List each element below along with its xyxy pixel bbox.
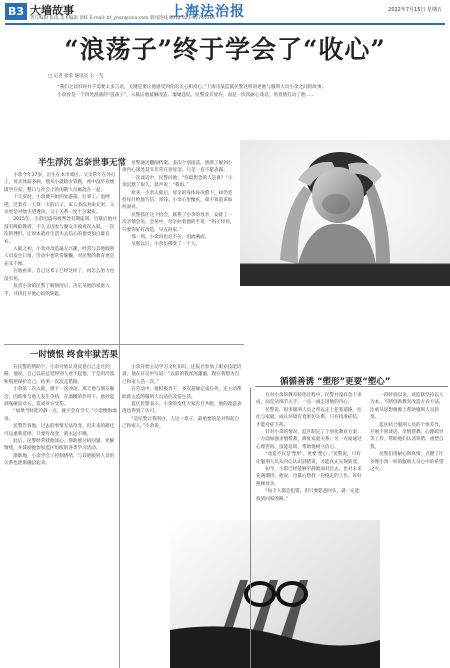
paragraph: 从那以后，小余仿佛变了一个人。 <box>131 242 201 248</box>
subheading-3: 循循善诱 “塑形”更要“塑心” <box>280 377 391 387</box>
paragraph: “改造不仅是‘塑形’，更要‘塑心’。”民警说，只有让服刑人员从内心认识到错误，才能真正实现转变。 <box>256 452 362 465</box>
paragraph: 针对小余的情况，监区制定了个别化教育方案：一方面加强亲情帮教，修复家庭关系；另一方面通过心理咨询、技能培训，帮助他树立信心。 <box>256 430 362 450</box>
paragraph: 入狱之初，小余对改造毫无兴趣，经常与其他服刑人员发生口角，劳动中也常常偷懒，对民警的教育更是充耳不闻。 <box>4 247 115 267</box>
lead-text: 小余曾是一个四处游荡的“浪荡子”，入狱后他抵触改造、屡屡违纪。民警没有放弃，而是一次次耐心谈话，用真情打动了他…… <box>57 92 315 98</box>
newspaper-logo: 上海法治报 <box>170 4 245 20</box>
paragraph: 民警们用耐心和真情，点燃了许多像小余一样的服刑人员心中的希望之火。 <box>370 452 444 473</box>
paragraph: 此后，民警经常找他谈心，帮助他分析问题、化解情绪，并鼓励他参加监区组织的各类学习活动。 <box>4 439 115 452</box>
main-photo <box>240 140 450 286</box>
issue-date: 2022年7月15日 星期五 <box>388 7 442 13</box>
page-header <box>0 0 450 26</box>
paragraph: 在对小余的教育转化过程中，民警并没有急于求成，而是从细节入手，一点一滴走进他的内心。 <box>256 393 362 406</box>
text-column-4 <box>122 364 242 514</box>
paragraph: 如今，小余已经能够平静地面对过去，也对未来充满期待。他说，出狱后想找一份稳定的工作，好好照顾母亲。 <box>256 467 362 487</box>
editors-line: 责任编辑 张雨 美术编辑 徐栋 E-mail: bf_yhsz@sina.com 新闻热线 8012 021-62765366 <box>30 16 216 21</box>
paragraph: 一次谈话中，民警问他：“你最想念的人是谁？”小余沉默了很久，低声说：“我妈。” <box>122 175 233 189</box>
column-divider <box>250 388 251 668</box>
subheading-1: 半生浮沉 怎奈世事无常 <box>38 158 126 168</box>
lead-text: “我们之间有时并不需要太多言语，关键是要让他感受到你的关心和真心。”上海市某监狱民警这样讲述他与服刑人员小余之间的故事。 <box>57 85 327 90</box>
paragraph: 在劳动中，他积极肯干，多次超额完成任务，还主动帮助新入监的服刑人员适应改造生活。 <box>122 387 242 400</box>
paragraph: 小余开始主动学习文化知识，还报名参加了职业技能培训。他在日记中写道：“以前的我浑浑噩噩，现在我想为自己和家人活一次。” <box>122 365 242 385</box>
paragraph: 民警抓住这个机会，联系了小余的母亲，安排了一次亲情会见。会见中，母亲拉着他的手说：“妈不怪你，只要你好好改造，早点回家。” <box>122 212 235 233</box>
paragraph: 原来，小余入狱后，母亲的身体每况愈下，却仍坚持每月给他写信、寄钱。小余心里愧疚，却不知道该如何面对。 <box>122 190 233 211</box>
paragraph: 民警告诉他，过去的事情无法改变，但未来的路还可以重新选择。只要肯改变，就永远不晚。 <box>4 424 115 437</box>
paragraph: 监区民警表示，小余的变化大家有目共睹，他的改造表现也得到了认可。 <box>122 402 242 415</box>
paragraph: 在民警的帮助下，小余开始认真反思自己走过的路。他说，自己以前总觉得别人看不起他，于是用冷漠和叛逆保护自己，结果一次次走错路。 <box>4 365 115 385</box>
paragraph: 在他看来，自己这辈子已经这样了，再怎么努力也没有用。 <box>4 269 115 282</box>
paragraph: “是民警让我明白，人这一辈子，最重要的是对得起自己和家人。”小余说。 <box>122 416 240 430</box>
paragraph: 民警通过翻阅档案、多次个别谈话，逐渐了解到小余内心深处其实非常在意母亲，只是一直不愿表露。 <box>122 161 233 174</box>
text-column-6 <box>370 392 446 668</box>
paragraph: 2015年，小余因盗窃被判处有期徒刑。出狱后他并没有吸取教训，不久又因参与聚众斗殴再次入狱。一次次的挫折，让原本就对生活失去信心的他更加自暴自弃。 <box>4 217 117 245</box>
paragraph: 小余第二次入狱，源于一次冲动。那天他与朋友聚会，因琐事与他人发生争执，在酒精的作用下，他抄起酒瓶砸向对方，造成对方受伤。 <box>4 387 115 408</box>
paragraph: “如果当时能冷静一点，就不会有今天。”小余懊悔地说。 <box>4 409 117 422</box>
paragraph: 民警说，很多服刑人员之所以走上犯罪道路，往往与家庭、成长环境有着密切关系。只有找准症结，才能对症下药。 <box>256 407 362 428</box>
column-divider <box>119 160 120 668</box>
text-column-3 <box>4 364 117 664</box>
box-rule <box>255 386 448 387</box>
paragraph: 渐渐地，小余学会了控制情绪，与其他服刑人员的关系也逐渐融洽起来。 <box>4 453 115 467</box>
paragraph: 那一刻，小余再也忍不住，泪流满面。 <box>131 235 210 241</box>
text-column-5 <box>256 392 364 668</box>
paragraph: 小余今年37岁，出生在本市郊区。父亲常年在外打工，母亲体弱多病，他从小就缺少管教，初中没毕业便辍学在家，整日与社会上的闲散人员厮混在一起。 <box>4 173 116 193</box>
text-column-2 <box>122 160 235 340</box>
paragraph: “每个人都会犯错，但只要愿意回头，就一定能找到回家的路。” <box>256 489 360 502</box>
paragraph: 一段时间以来，该监狱坚持以人为本，不断创新教育改造方式方法，注重从思想根源上帮助服刑人员转变。 <box>370 393 444 421</box>
section-divider <box>4 344 244 345</box>
paragraph: 负责小余的民警了解情况后，决定从他的家庭入手，寻找打开他心结的钥匙。 <box>4 284 110 297</box>
headline: “浪荡子”终于学会了“收心” <box>64 35 386 64</box>
lead-paragraph <box>48 84 406 99</box>
header-rule <box>5 23 445 25</box>
subheading-2: 一时愤恨 终食牢狱苦果 <box>30 350 118 360</box>
byline: □ 记者 徐荣 通讯员 王一飞 <box>48 74 103 79</box>
paragraph: 十几岁时，小余便开始四处游荡，打零工、泡网吧，过着有一天算一天的日子。家人多次劝说无果，父亲更是对他失望透顶，父子关系一度十分紧张。 <box>4 195 115 216</box>
paragraph: 监区结合服刑人员的个体差异，开展个别谈话、亲情帮教、心理疏导等工作，帮助他们认清罪错、重塑自我。 <box>370 422 444 450</box>
page-number: B3 <box>5 3 27 20</box>
section-title: 大墙故事 <box>30 4 74 17</box>
